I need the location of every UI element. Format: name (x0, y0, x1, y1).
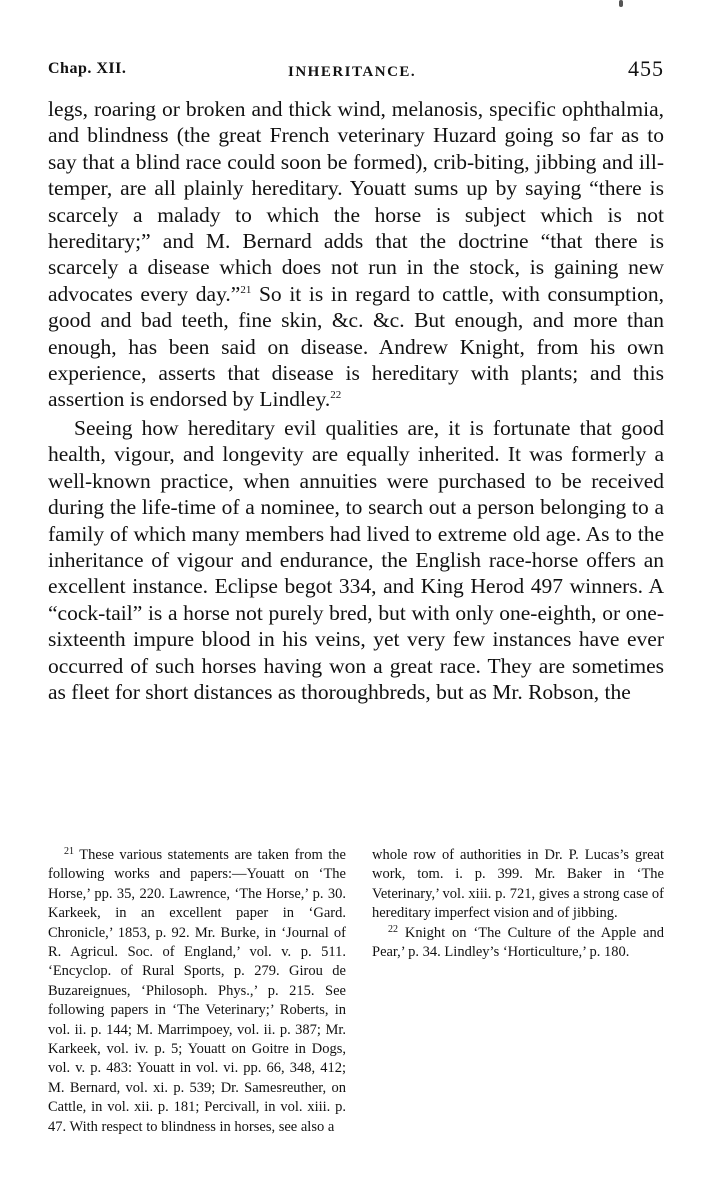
footnotes (48, 846, 664, 1176)
footnote-ref-22: 22 (330, 389, 342, 402)
chapter-label: Chap. XII. (48, 60, 127, 77)
ink-speck (619, 0, 623, 7)
footnote-ref-21: 21 (240, 283, 252, 296)
footnote-21-mark: 21 (64, 846, 74, 857)
paragraph-1-text-b: So it is in regard to cattle, with consumption, good and bad teeth, fine skin, &c. &c. But enough, and more than enough, has been said on disease. Andrew Knight, from his own experience, asserts that disease is hereditary with plants; and this assertion is endorsed by Lindley. (48, 281, 664, 412)
footnote-21 (48, 846, 346, 1137)
running-header (48, 56, 664, 88)
footnote-column-right (372, 846, 664, 962)
footnote-column-left (48, 846, 346, 1137)
footnote-22-mark: 22 (388, 923, 398, 935)
paragraph-2: Seeing how hereditary evil qualities are, it is fortunate that good health, vigour, and longevity are equally inherited. It was formerly a well-known practice, when annuities were purchased to be received during the life-time of a nominee, to search out a person belonging to a family of which many members had lived to extreme old age. As to the inheritance of vigour and endurance, the English race-horse offers an excellent instance. Eclipse begot 334, and King Herod 497 winners. A “cock-tail” is a horse not purely bred, but with only one-eighth, or one-sixteenth impure blood in his veins, yet very few instances have ever occurred of such horses having won a great race. They are sometimes as fleet for short distances as thoroughbreds, but as Mr. Robson, the (48, 415, 664, 704)
paragraph-1 (48, 96, 664, 413)
footnote-22-text: Knight on ‘The Culture of the Apple and Pear,’ p. 34. Lindley’s ‘Horticulture,’ p. 180. (372, 924, 664, 961)
footnote-22 (372, 924, 664, 963)
paragraph-1-text-a: legs, roaring or broken and thick wind, melanosis, specific ophthalmia, and blindness (the great French veterinary Huzard going so far as to say that a blind race could soon be formed), crib-biting, jibbing and ill-temper, are all plainly hereditary. Youatt sums up by saying “there is scarcely a malady to which the horse is subject which is not hereditary;” and M. Bernard adds that the doctrine “that there is scarcely a disease which does not run in the stock, is gaining new advocates every day.” (48, 97, 664, 306)
running-title: INHERITANCE. (288, 64, 417, 80)
page-number: 455 (628, 56, 664, 81)
body-text (48, 96, 664, 705)
footnote-21-continued: whole row of authorities in Dr. P. Lucas’s great work, tom. i. p. 399. Mr. Baker in ‘The Veterinary,’ vol. xiii. p. 721, gives a strong case of hereditary imperfect vision and of jibbing. (372, 847, 664, 922)
footnote-21-text-part-1: These various statements are taken from the following works and papers:—Youatt on ‘The Horse,’ pp. 35, 220. Lawrence, ‘The Horse,’ p. 30. Karkeek, in an excellent paper in ‘Gard. Chronicle,’ 1853, p. 92. Mr. Burke, in ‘Journal of R. Agricul. Soc. of England,’ vol. v. p. 511. ‘Encyclop. of Rural Sports, p. 279. Girou de Buzareignues, ‘Philosoph. Phys.,’ p. 215. See following papers in ‘The Veterinary;’ Roberts, in vol. ii. p. 144; M. Marrimpoey, vol. ii. p. 387; Mr. Karkeek, vol. iv. p. 5; Youatt on Goitre in Dogs, vol. v. p. 483: Youatt in vol. vi. pp. 66, 348, 412; M. Bernard, vol. xi. p. 539; Dr. Samesreuther, on Cattle, in vol. xii. p. 181; Percivall, in vol. xiii. p. 47. With respect to blindness in horses, see also a (48, 847, 346, 1135)
